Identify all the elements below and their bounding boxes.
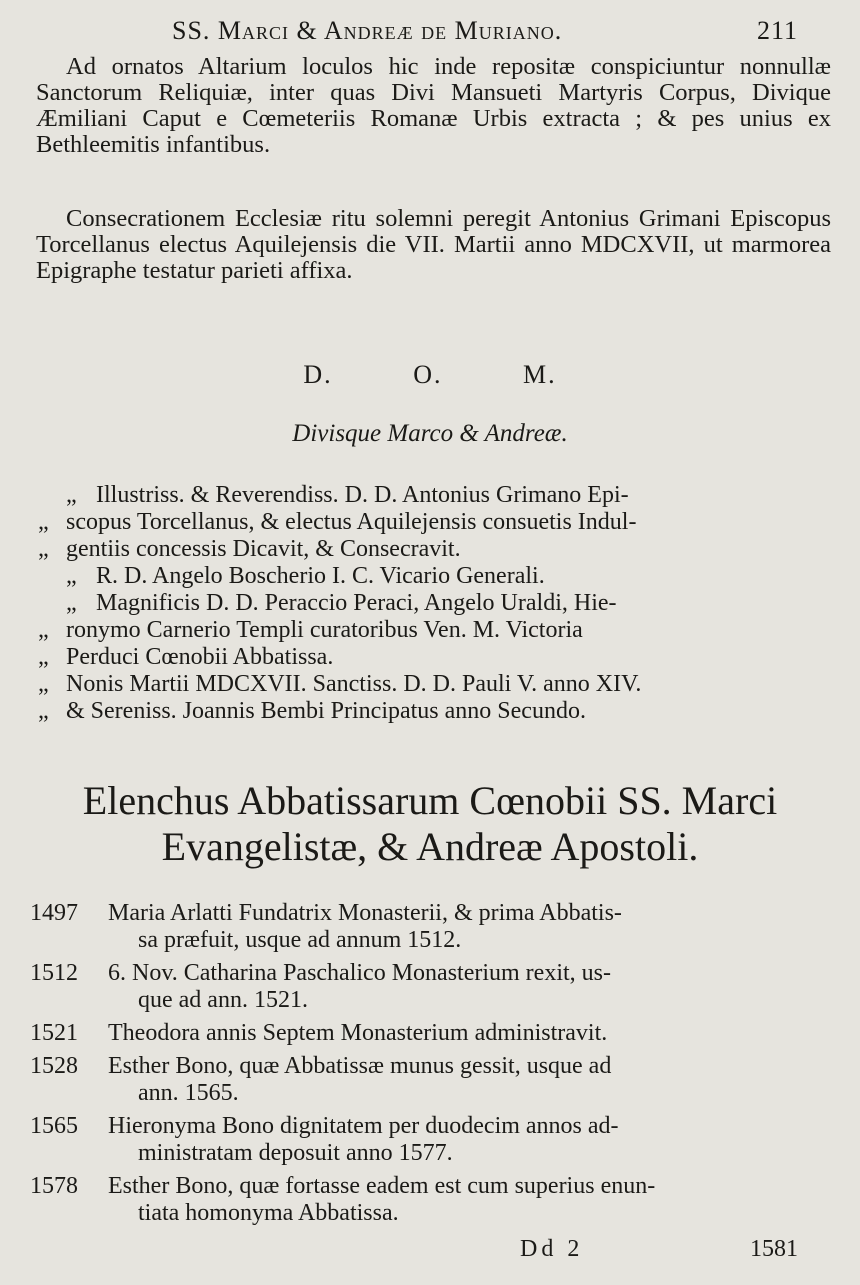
inscription-line bbox=[36, 536, 831, 563]
page-footer bbox=[0, 1236, 860, 1266]
inscription-text: Perduci Cœnobii Abbatissa. bbox=[66, 644, 334, 670]
inscription-text: scopus Torcellanus, & electus Aquilejensis consuetis Indul- bbox=[66, 509, 637, 535]
inscription-line bbox=[36, 563, 831, 590]
signature-mark: Dd 2 bbox=[520, 1236, 584, 1262]
running-title: SS. Marci & Andreæ de Muriano. bbox=[172, 16, 563, 45]
inscription-text: Illustriss. & Reverendiss. D. D. Antonius Grimano Epi- bbox=[96, 482, 629, 508]
abbess-entry bbox=[30, 1173, 830, 1227]
quote-mark: „ bbox=[38, 644, 49, 670]
abbess-entry bbox=[30, 900, 830, 954]
quote-mark: „ bbox=[66, 482, 77, 508]
abbess-text-line: ministratam deposuit anno 1577. bbox=[138, 1140, 453, 1166]
inscription-text: Nonis Martii MDCXVII. Sanctiss. D. D. Pauli V. anno XIV. bbox=[66, 671, 642, 697]
dom-letter-o: O. bbox=[413, 360, 443, 389]
abbess-text-line: Theodora annis Septem Monasterium administravit. bbox=[108, 1020, 608, 1046]
abbess-year: 1528 bbox=[30, 1053, 78, 1079]
quote-mark: „ bbox=[38, 509, 49, 535]
inscription bbox=[36, 482, 831, 725]
intro-paragraph-2 bbox=[36, 206, 831, 284]
inscription-line bbox=[36, 698, 831, 725]
paragraph-text: Consecrationem Ecclesiæ ritu solemni peregit Antonius Grimani Episcopus Torcellanus electus Aquilejensis die VII. Martii anno MDCXVII, ut marmorea Epigraphe testatur parieti affixa. bbox=[36, 205, 831, 284]
inscription-text: & Sereniss. Joannis Bembi Principatus anno Secundo. bbox=[66, 698, 586, 724]
quote-mark: „ bbox=[38, 671, 49, 697]
quote-mark: „ bbox=[66, 563, 77, 589]
abbess-text-line: Esther Bono, quæ Abbatissæ munus gessit, usque ad bbox=[108, 1053, 612, 1079]
dom-letter-d: D. bbox=[303, 360, 333, 389]
inscription-text: Magnificis D. D. Peraccio Peraci, Angelo Uraldi, Hie- bbox=[96, 590, 617, 616]
abbess-text-line: ann. 1565. bbox=[138, 1080, 239, 1106]
abbess-entry bbox=[30, 1020, 830, 1047]
paragraph-text: Ad ornatos Altarium loculos hic inde repositæ conspiciuntur nonnullæ Sanctorum Reliquiæ, inter quas Divi Mansueti Martyris Corpus, Divique Æmiliani Caput e Cœmeteriis Romanæ Urbis extracta ; & pes unius ex Bethleemitis infantibus. bbox=[36, 53, 831, 158]
catchword: 1581 bbox=[750, 1236, 798, 1262]
inscription-text: gentiis concessis Dicavit, & Consecravit. bbox=[66, 536, 461, 562]
quote-mark: „ bbox=[38, 536, 49, 562]
section-heading-line-2: Evangelistæ, & Andreæ Apostoli. bbox=[161, 824, 699, 869]
dom-heading bbox=[0, 360, 860, 390]
abbess-text bbox=[108, 1020, 830, 1047]
abbess-text bbox=[108, 900, 830, 954]
abbess-year: 1512 bbox=[30, 960, 78, 986]
abbess-text-line: que ad ann. 1521. bbox=[138, 987, 308, 1013]
inscription-text: ronymo Carnerio Templi curatoribus Ven. M. Victoria bbox=[66, 617, 583, 643]
abbess-text bbox=[108, 1173, 830, 1227]
inscription-line bbox=[36, 617, 831, 644]
abbess-text bbox=[108, 1113, 830, 1167]
abbess-text bbox=[108, 960, 830, 1014]
inscription-line bbox=[36, 509, 831, 536]
quote-mark: „ bbox=[66, 590, 77, 616]
abbess-text bbox=[108, 1053, 830, 1107]
abbess-text-line: Esther Bono, quæ fortasse eadem est cum superius enun- bbox=[108, 1173, 656, 1199]
abbess-entry bbox=[30, 1053, 830, 1107]
inscription-line bbox=[36, 644, 831, 671]
abbess-year: 1521 bbox=[30, 1020, 78, 1046]
running-header bbox=[0, 16, 860, 52]
abbess-year: 1578 bbox=[30, 1173, 78, 1199]
intro-paragraph-1 bbox=[36, 54, 831, 158]
abbess-year: 1497 bbox=[30, 900, 78, 926]
abbess-text-line: tiata homonyma Abbatissa. bbox=[138, 1200, 399, 1226]
section-heading bbox=[0, 778, 860, 870]
inscription-text: R. D. Angelo Boscherio I. C. Vicario Generali. bbox=[96, 563, 545, 589]
page-number: 211 bbox=[756, 16, 798, 45]
quote-mark: „ bbox=[38, 698, 49, 724]
inscription-line bbox=[36, 482, 831, 509]
abbess-text-line: 6. Nov. Catharina Paschalico Monasterium rexit, us- bbox=[108, 960, 611, 986]
abbess-text-line: Hieronyma Bono dignitatem per duodecim annos ad- bbox=[108, 1113, 619, 1139]
inscription-line bbox=[36, 590, 831, 617]
quote-mark: „ bbox=[38, 617, 49, 643]
inscription-line bbox=[36, 671, 831, 698]
abbess-text-line: Maria Arlatti Fundatrix Monasterii, & prima Abbatis- bbox=[108, 900, 622, 926]
dom-letter-m: M. bbox=[522, 360, 557, 389]
abbess-list bbox=[30, 900, 830, 1233]
abbess-entry bbox=[30, 960, 830, 1014]
abbess-entry bbox=[30, 1113, 830, 1167]
abbess-text-line: sa præfuit, usque ad annum 1512. bbox=[138, 927, 462, 953]
dedication-line: Divisque Marco & Andreæ. bbox=[292, 420, 568, 447]
abbess-year: 1565 bbox=[30, 1113, 78, 1139]
section-heading-line-1: Elenchus Abbatissarum Cœnobii SS. Marci bbox=[82, 778, 778, 823]
